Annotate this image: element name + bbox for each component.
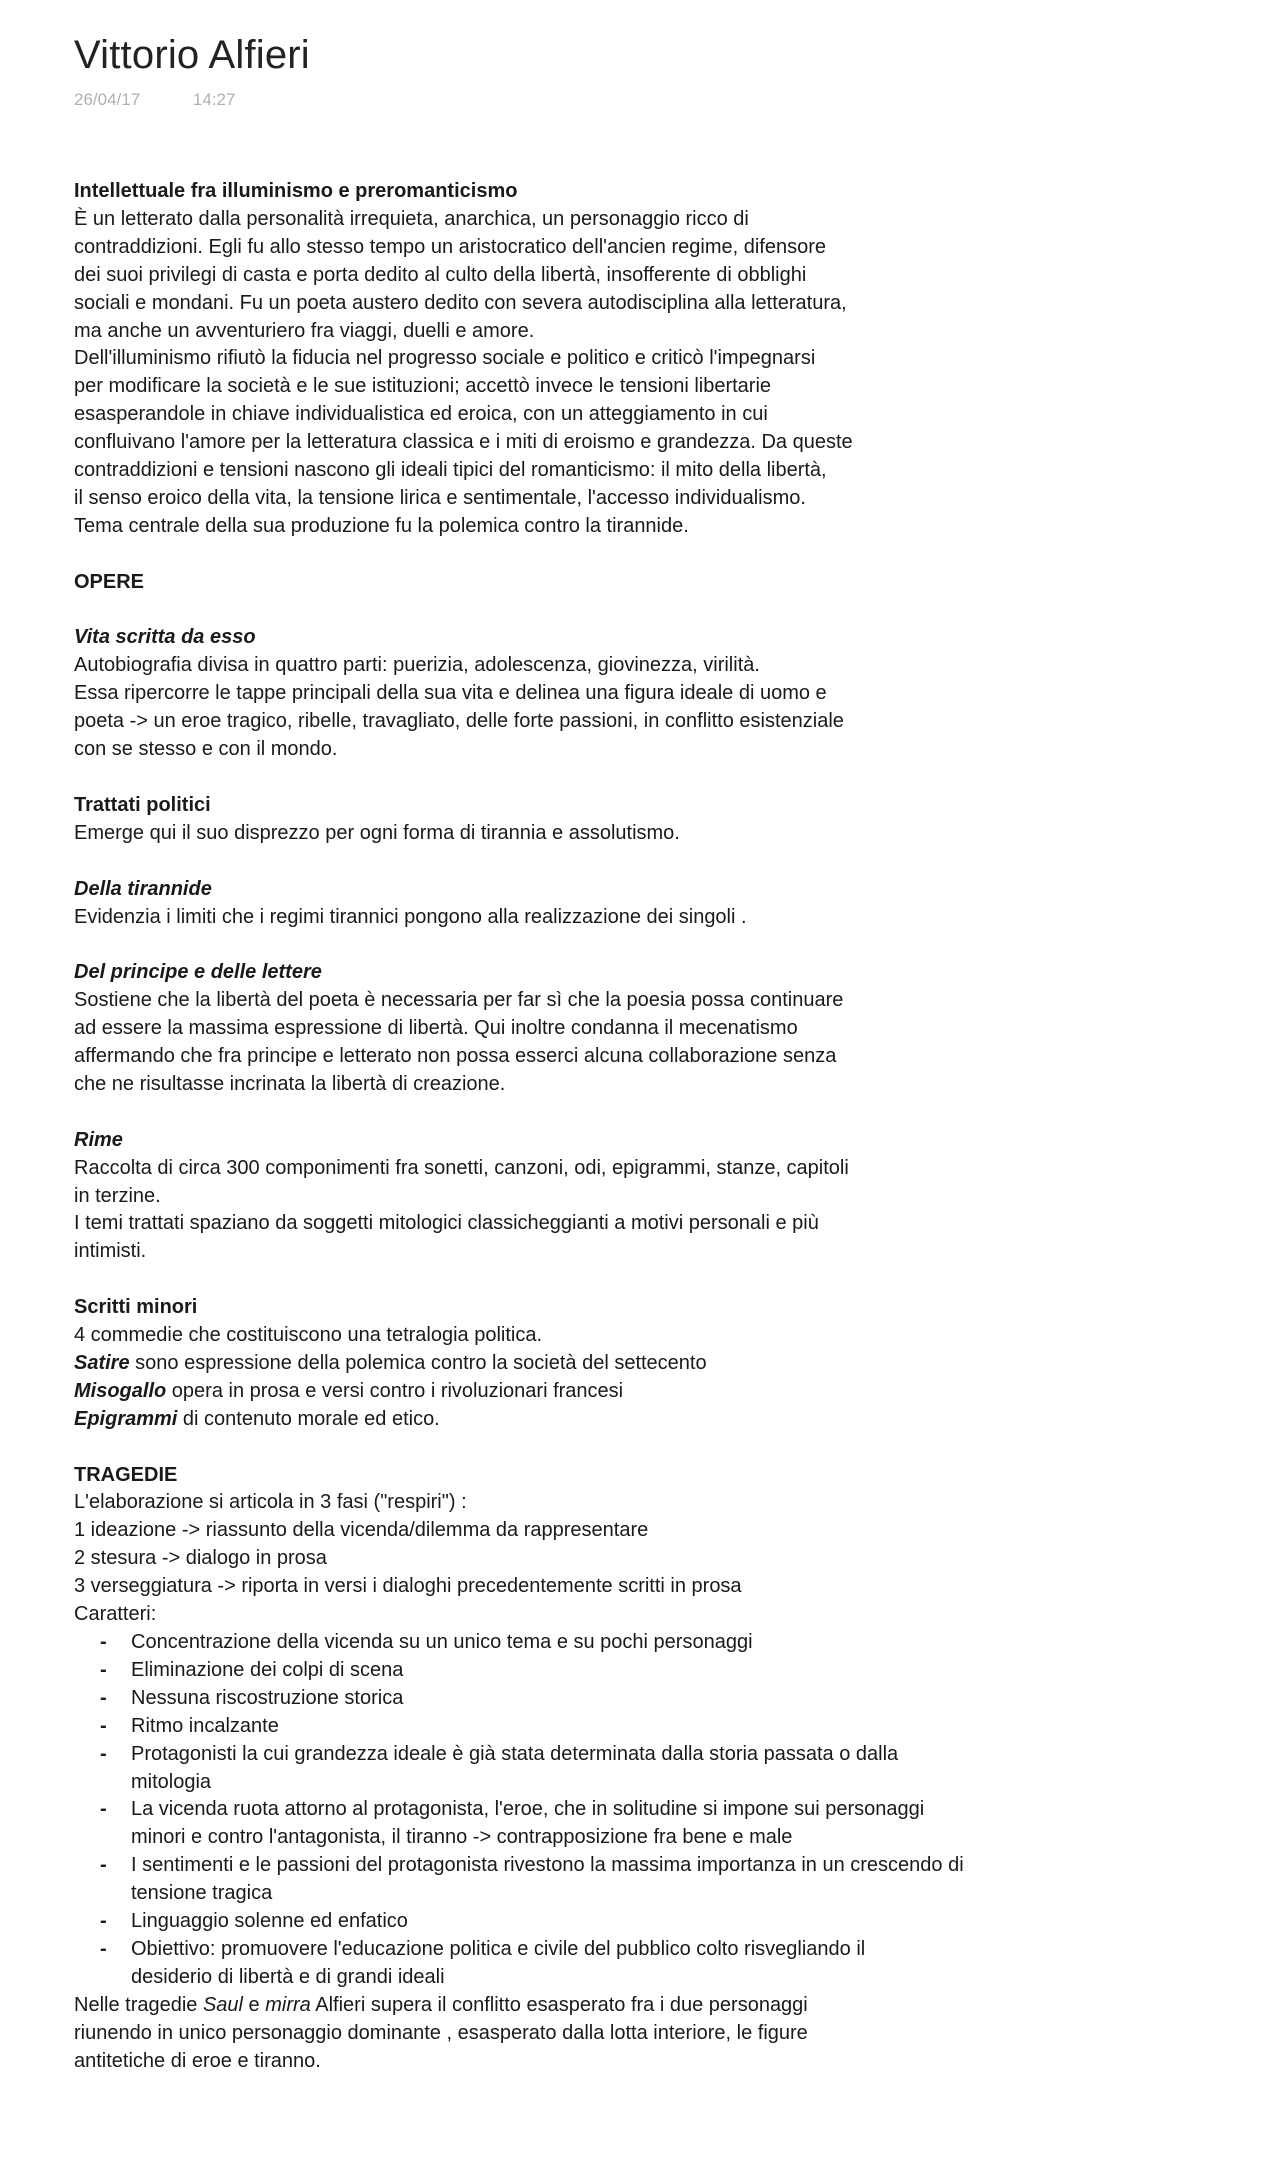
rime-line: intimisti. xyxy=(74,1240,147,1263)
closing-line: riunendo in unico personaggio dominante , esasperato dalla lotta interiore, le figure xyxy=(74,2021,808,2044)
list-item: - Protagonisti la cui grandezza ideale è già stata determinata dalla storia passata o dalla mitologia xyxy=(74,1741,971,1797)
principe-line: affermando che fra principe e letterato non possa esserci alcuna collaborazione senza xyxy=(74,1045,837,1068)
closing-mid: e xyxy=(243,1993,266,2016)
vita-title: Vita scritta da esso xyxy=(74,626,256,649)
satire-label: Satire xyxy=(74,1351,130,1374)
note-meta xyxy=(74,90,1204,114)
intro-line: dei suoi privilegi di casta e porta dedito al culto della libertà, insofferente di obblighi xyxy=(74,263,807,286)
opere-heading: OPERE xyxy=(74,570,145,593)
tragedie-line: 1 ideazione -> riassunto della vicenda/dilemma da rappresentare xyxy=(74,1519,649,1542)
intro-heading: Intellettuale fra illuminismo e preromanticismo xyxy=(74,180,518,202)
closing-mirra: mirra xyxy=(265,1993,311,2016)
tirannide-title: Della tirannide xyxy=(74,877,212,900)
tragedie-line: 3 verseggiatura -> riporta in versi i dialoghi precedentemente scritti in prosa xyxy=(74,1575,742,1598)
rime-line: I temi trattati spaziano da soggetti mitologici classicheggianti a motivi personali e più xyxy=(74,1212,819,1235)
tirannide-line: Evidenzia i limiti che i regimi tirannici pongono alla realizzazione dei singoli . xyxy=(74,905,747,928)
satire-text: sono espressione della polemica contro la società del settecento xyxy=(129,1351,707,1374)
vita-line: Autobiografia divisa in quattro parti: puerizia, adolescenza, giovinezza, virilità. xyxy=(74,654,760,677)
closing-post: Alfieri supera il conflitto esasperato fra i due personaggi xyxy=(310,1993,808,2016)
vita-line: Essa ripercorre le tappe principali della sua vita e delinea una figura ideale di uomo e xyxy=(74,682,827,705)
note-date: 26/04/17 xyxy=(74,90,141,109)
list-item: - Nessuna riscostruzione storica xyxy=(74,1685,1204,1713)
intro-line: sociali e mondani. Fu un poeta austero dedito con severa autodisciplina alla letteratura, xyxy=(74,291,847,314)
intro-line: il senso eroico della vita, la tensione lirica e sentimentale, l'accesso individualismo. xyxy=(74,486,806,509)
misogallo-text: opera in prosa e versi contro i rivoluzionari francesi xyxy=(166,1379,624,1402)
list-item: - La vicenda ruota attorno al protagonista, l'eroe, che in solitudine si impone sui personaggi minori e contro l'antagonista, il tiranno -> contrapposizione fra bene e male xyxy=(74,1796,971,1852)
intro-line: confluivano l'amore per la letteratura classica e i miti di eroismo e grandezza. Da queste xyxy=(74,431,853,454)
vita-line: poeta -> un eroe tragico, ribelle, travagliato, delle forte passioni, in conflitto esistenziale xyxy=(74,710,844,733)
tragedie-line: 2 stesura -> dialogo in prosa xyxy=(74,1547,327,1570)
satire-line xyxy=(74,1350,1204,1378)
list-item: - Ritmo incalzante xyxy=(74,1713,1204,1741)
principe-line: Sostiene che la libertà del poeta è necessaria per far sì che la poesia possa continuare xyxy=(74,989,844,1012)
principe-line: ad essere la massima espressione di libertà. Qui inoltre condanna il mecenatismo xyxy=(74,1017,798,1040)
list-item: - Concentrazione della vicenda su un unico tema e su pochi personaggi xyxy=(74,1629,1204,1657)
rime-line: in terzine. xyxy=(74,1184,161,1207)
intro-line: È un letterato dalla personalità irrequieta, anarchica, un personaggio ricco di xyxy=(74,207,749,230)
page-title: Vittorio Alfieri xyxy=(74,33,310,77)
tragedie-line: Caratteri: xyxy=(74,1603,157,1626)
rime-title: Rime xyxy=(74,1128,123,1151)
epigrammi-text: di contenuto morale ed etico. xyxy=(177,1407,440,1430)
principe-line: che ne risultasse incrinata la libertà di creazione. xyxy=(74,1072,506,1095)
note-time: 14:27 xyxy=(192,90,236,109)
rime-line: Raccolta di circa 300 componimenti fra sonetti, canzoni, odi, epigrammi, stanze, capitoli xyxy=(74,1156,849,1179)
principe-title: Del principe e delle lettere xyxy=(74,961,322,984)
list-item: - I sentimenti e le passioni del protagonista rivestono la massima importanza in un crescendo di tensione tragica xyxy=(74,1852,971,1908)
note-header xyxy=(74,26,1204,114)
tragedie-line: L'elaborazione si articola in 3 fasi ("respiri") : xyxy=(74,1491,467,1514)
trattati-line: Emerge qui il suo disprezzo per ogni forma di tirannia e assolutismo. xyxy=(74,821,680,844)
epigrammi-label: Epigrammi xyxy=(74,1407,178,1430)
intro-line: Dell'illuminismo rifiutò la fiducia nel progresso sociale e politico e criticò l'impegnarsi xyxy=(74,347,816,370)
closing-saul: Saul xyxy=(202,1993,243,2016)
minori-title: Scritti minori xyxy=(74,1296,198,1319)
epigrammi-line xyxy=(74,1406,1204,1434)
intro-line: esasperandole in chiave individualistica ed eroica, con un atteggiamento in cui xyxy=(74,403,768,426)
caratteri-list xyxy=(74,1629,1204,1992)
trattati-title: Trattati politici xyxy=(74,793,211,816)
list-item: - Linguaggio solenne ed enfatico xyxy=(74,1908,1204,1936)
closing-pre: Nelle tragedie xyxy=(74,1993,203,2016)
closing-line xyxy=(74,1992,1204,2020)
intro-line: ma anche un avventuriero fra viaggi, duelli e amore. xyxy=(74,319,535,342)
intro-line: Tema centrale della sua produzione fu la polemica contro la tirannide. xyxy=(74,514,689,537)
misogallo-label: Misogallo xyxy=(74,1379,167,1402)
intro-line: per modificare la società e le sue istituzioni; accettò invece le tensioni libertarie xyxy=(74,375,772,398)
note-body xyxy=(74,178,1204,2076)
list-item: - Obiettivo: promuovere l'educazione politica e civile del pubblico colto risvegliando il desiderio di libertà e di grandi ideali xyxy=(74,1936,891,1992)
misogallo-line xyxy=(74,1378,1204,1406)
intro-line: contraddizioni e tensioni nascono gli ideali tipici del romanticismo: il mito della libertà, xyxy=(74,459,827,482)
tragedie-heading: TRAGEDIE xyxy=(74,1463,178,1486)
intro-line: contraddizioni. Egli fu allo stesso tempo un aristocratico dell'ancien regime, difensore xyxy=(74,235,826,258)
closing-line: antitetiche di eroe e tiranno. xyxy=(74,2049,321,2072)
vita-line: con se stesso e con il mondo. xyxy=(74,738,338,761)
minori-line: 4 commedie che costituiscono una tetralogia politica. xyxy=(74,1324,543,1347)
list-item: - Eliminazione dei colpi di scena xyxy=(74,1657,1204,1685)
